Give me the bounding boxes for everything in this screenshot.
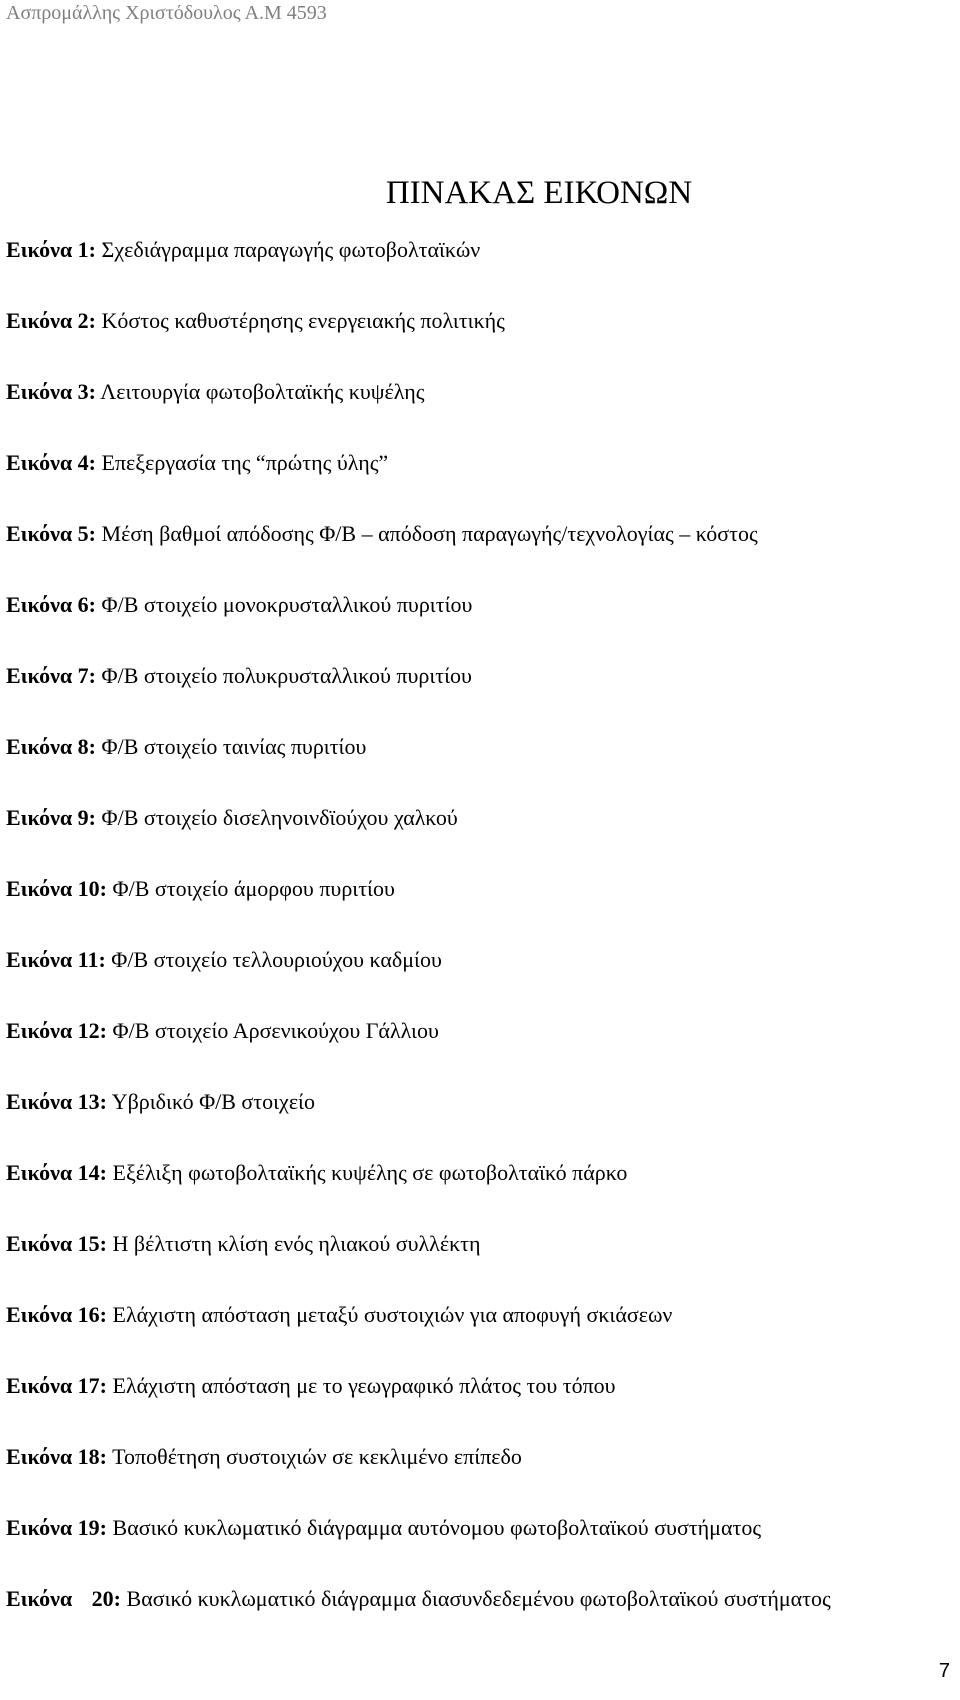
figure-entry-5 xyxy=(6,520,954,591)
figure-label: Εικόνα 18: xyxy=(6,1444,108,1469)
figure-caption: Φ/Β στοιχείο πολυκρυσταλλικού πυριτίου xyxy=(96,663,472,688)
figure-caption: Εξέλιξη φωτοβολταϊκής κυψέλης σε φωτοβολταϊκό πάρκο xyxy=(107,1160,628,1185)
figure-entry-7 xyxy=(6,662,954,733)
figure-entry-19 xyxy=(6,1514,954,1585)
figure-label: Εικόνα 14: xyxy=(6,1160,108,1185)
figure-caption: Φ/Β στοιχείο τελλουριούχου καδμίου xyxy=(105,947,442,972)
figure-entry-14 xyxy=(6,1159,954,1230)
figure-caption: Ελάχιστη απόσταση μεταξύ συστοιχιών για αποφυγή σκιάσεων xyxy=(107,1302,673,1327)
figure-caption: Φ/Β στοιχείο άμορφου πυριτίου xyxy=(107,876,395,901)
figure-entry-4 xyxy=(6,449,954,520)
figure-label: Εικόνα 15: xyxy=(6,1231,108,1256)
figure-caption: Βασικό κυκλωματικό διάγραμμα αυτόνομου φωτοβολταϊκού συστήματος xyxy=(107,1515,762,1540)
figure-caption: Φ/Β στοιχείο δισεληνοινδϊούχου χαλκού xyxy=(96,805,458,830)
figure-entry-15 xyxy=(6,1230,954,1301)
figure-label: Εικόνα 8: xyxy=(6,734,97,759)
figure-list xyxy=(6,236,954,1620)
figure-caption: Σχεδιάγραμμα παραγωγής φωτοβολταϊκών xyxy=(96,237,481,262)
figure-label: Εικόνα 1: xyxy=(6,237,97,262)
figure-label: Εικόνα 3: xyxy=(6,379,97,404)
figure-caption: Βασικό κυκλωματικό διάγραμμα διασυνδεδεμένου φωτοβολταϊκού συστήματος xyxy=(121,1586,831,1611)
figure-entry-12 xyxy=(6,1017,954,1088)
figure-label: Εικόνα 16: xyxy=(6,1302,108,1327)
figure-label: Εικόνα 2: xyxy=(6,308,97,333)
toc-title: ΠΙΝΑΚΑΣ ΕΙΚΟΝΩΝ xyxy=(385,175,693,211)
figure-caption: Ελάχιστη απόσταση με το γεωγραφικό πλάτος του τόπου xyxy=(107,1373,616,1398)
figure-entry-17 xyxy=(6,1372,954,1443)
figure-label: Εικόνα 13: xyxy=(6,1089,108,1114)
page-number: 7 xyxy=(938,1660,950,1682)
figure-entry-16 xyxy=(6,1301,954,1372)
figure-caption: Κόστος καθυστέρησης ενεργειακής πολιτικής xyxy=(96,308,505,333)
figure-caption: Η βέλτιστη κλίση ενός ηλιακού συλλέκτη xyxy=(107,1231,481,1256)
figure-label: Εικόνα 17: xyxy=(6,1373,108,1398)
figure-caption: Τοποθέτηση συστοιχιών σε κεκλιμένο επίπεδο xyxy=(107,1444,522,1469)
figure-label: Εικόνα 10: xyxy=(6,876,108,901)
figure-entry-8 xyxy=(6,733,954,804)
figure-entry-10 xyxy=(6,875,954,946)
figure-label: Εικόνα 9: xyxy=(6,805,97,830)
figure-caption: Επεξεργασία της “πρώτης ύλης” xyxy=(96,450,389,475)
figure-caption: Φ/Β στοιχείο Αρσενικούχου Γάλλιου xyxy=(107,1018,439,1043)
figure-entry-6 xyxy=(6,591,954,662)
figure-caption: Λειτουργία φωτοβολταϊκής κυψέλης xyxy=(96,379,425,404)
figure-label: Εικόνα 5: xyxy=(6,521,97,546)
figure-entry-9 xyxy=(6,804,954,875)
figure-caption: Υβριδικό Φ/Β στοιχείο xyxy=(107,1089,315,1114)
page-header: Ασπρομάλλης Χριστόδουλος Α.Μ 4593 xyxy=(6,2,327,24)
figure-label: Εικόνα 20: xyxy=(6,1586,122,1611)
figure-entry-18 xyxy=(6,1443,954,1514)
figure-label: Εικόνα 4: xyxy=(6,450,97,475)
figure-entry-3 xyxy=(6,378,954,449)
figure-label: Εικόνα 11: xyxy=(6,947,106,972)
figure-entry-1 xyxy=(6,236,954,307)
figure-entry-20 xyxy=(6,1578,954,1620)
figure-entry-2 xyxy=(6,307,954,378)
figure-label: Εικόνα 7: xyxy=(6,663,97,688)
figure-label: Εικόνα 6: xyxy=(6,592,97,617)
figure-caption: Φ/Β στοιχείο μονοκρυσταλλικού πυριτίου xyxy=(96,592,473,617)
figure-entry-11 xyxy=(6,946,954,1017)
figure-label: Εικόνα 12: xyxy=(6,1018,108,1043)
figure-entry-13 xyxy=(6,1088,954,1159)
figure-label: Εικόνα 19: xyxy=(6,1515,108,1540)
figure-caption: Φ/Β στοιχείο ταινίας πυριτίου xyxy=(96,734,367,759)
figure-caption: Μέση βαθμοί απόδοσης Φ/Β – απόδοση παραγωγής/τεχνολογίας – κόστος xyxy=(96,521,758,546)
